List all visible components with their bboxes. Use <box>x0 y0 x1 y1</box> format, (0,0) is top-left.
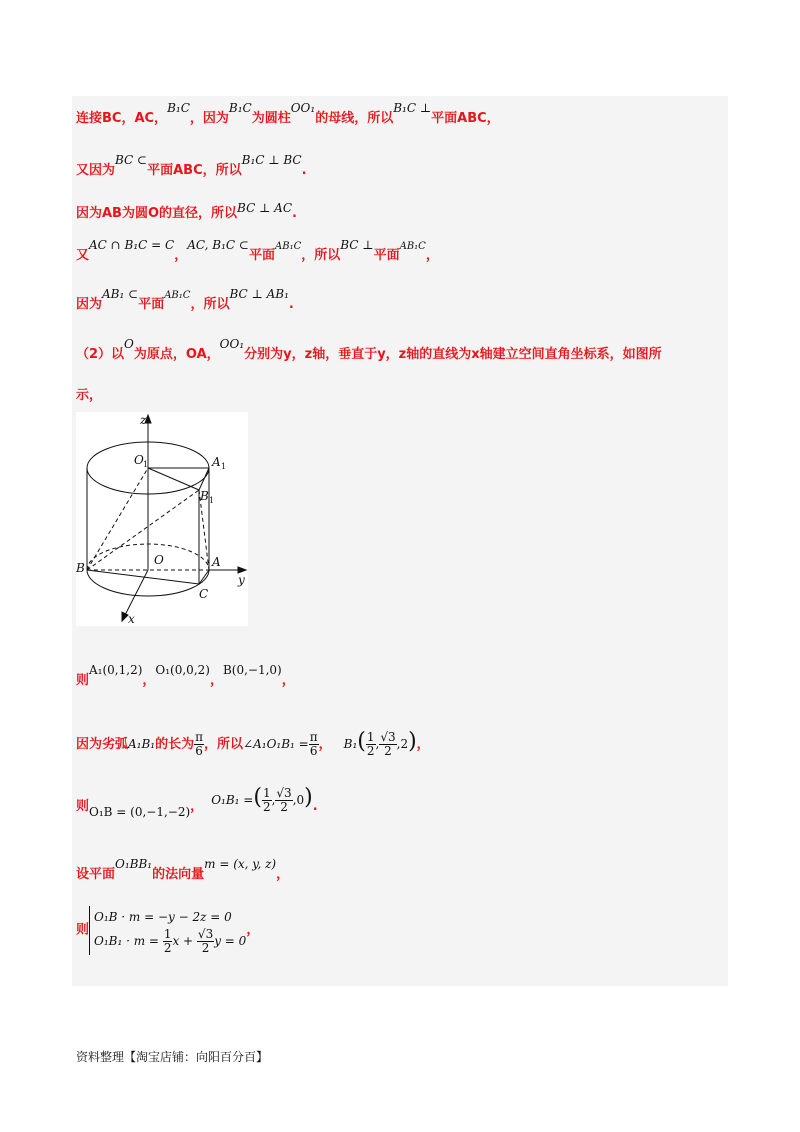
denominator: 2 <box>366 744 375 758</box>
text: 因为AB为圆O的直径，所以 <box>76 206 238 221</box>
a1b1-line <box>199 468 209 490</box>
line-11 <box>76 857 290 883</box>
text: ， <box>425 248 439 263</box>
line-10: 则O₁B = (0,−1,−2)， O₁B₁ =( $\frac{1}{2}$ , $\frac{√3}{2}$ ,0). <box>76 790 318 821</box>
denominator: 2 <box>163 941 172 955</box>
text: 平面 <box>138 297 165 312</box>
equation-row-2b: x + <box>172 934 194 948</box>
line-6 <box>76 337 662 363</box>
math: B₁C ⊥ <box>393 101 432 115</box>
math: O₁B = (0,−1,−2) <box>89 805 191 819</box>
math: O <box>124 337 134 351</box>
line-3 <box>76 201 297 222</box>
text: 示， <box>76 388 103 403</box>
text: ， <box>190 799 204 814</box>
numerator: √3 <box>197 927 214 941</box>
text: ， <box>246 922 260 938</box>
math: OO₁ <box>219 337 245 351</box>
label-y: y <box>238 573 245 587</box>
text: ， <box>318 737 332 752</box>
text: 平面 <box>248 248 275 263</box>
math: AC, B₁C ⊂ <box>187 238 249 252</box>
math: ,2 <box>396 737 409 751</box>
math: B(0,−1,0) <box>222 663 282 677</box>
math: m = (x, y, z) <box>204 857 277 871</box>
bc-line <box>87 570 199 584</box>
text: ， <box>209 673 223 688</box>
line-7 <box>76 388 102 404</box>
text: 为原点，OA， <box>133 347 220 362</box>
text: 又因为 <box>76 163 116 178</box>
label-o1: O <box>134 453 144 467</box>
text: 又 <box>76 248 90 263</box>
label-a1-sub: 1 <box>221 462 227 471</box>
equation-row-2c: y = 0 <box>214 934 247 948</box>
text: 则 <box>76 799 90 814</box>
math: B₁C <box>228 101 252 115</box>
label-b1: B <box>200 489 209 503</box>
numerator: 1 <box>163 927 172 941</box>
fraction-pi-6b <box>309 731 319 758</box>
denominator: 2 <box>384 744 392 758</box>
math: B₁C <box>167 101 190 115</box>
o1b1-line <box>148 468 199 490</box>
text: 平面 <box>373 248 400 263</box>
x-axis <box>124 570 148 617</box>
math: ∠A₁O₁B₁ = <box>243 737 309 751</box>
math: B₁ <box>343 737 358 751</box>
label-b1-sub: 1 <box>209 496 215 505</box>
denominator: 6 <box>309 744 318 758</box>
math: AC ∩ B₁C = C <box>89 238 175 252</box>
label-b: B <box>76 561 85 575</box>
math: OO₁ <box>290 101 316 115</box>
cylinder-figure <box>76 412 248 626</box>
math: O₁B₁ = <box>211 793 254 807</box>
text: 分别为y，z轴，垂直于y，z轴的直线为x轴建立空间直角坐标系，如图所 <box>244 347 662 362</box>
text: 平面ABC， <box>431 111 500 126</box>
numerator: π <box>195 730 204 744</box>
label-x: x <box>128 612 135 626</box>
math: A₁B₁ <box>128 737 156 751</box>
line-12 <box>76 906 259 955</box>
label-c: C <box>199 587 209 601</box>
equation-system <box>89 906 246 955</box>
text: . <box>292 206 297 221</box>
equation-row-2a: O₁B₁ · m = <box>94 934 159 948</box>
math: BC ⊥ <box>340 238 374 252</box>
fraction-sqrt3 <box>197 928 214 955</box>
math: O₁(0,0,2) <box>155 663 210 677</box>
text: 连接BC，AC， <box>76 111 168 126</box>
bo1-line <box>87 468 148 570</box>
line-4 <box>76 238 439 265</box>
text: 的长为 <box>155 737 195 752</box>
text: 设平面 <box>76 867 116 882</box>
text: 因为 <box>76 297 103 312</box>
text: 因为劣弧 <box>76 737 129 752</box>
text: ， <box>174 248 188 263</box>
math: BC ⊂ <box>115 153 148 167</box>
math: B₁C ⊥ BC <box>241 153 302 167</box>
numerator: √3 <box>276 786 292 800</box>
text: ，因为 <box>189 111 229 126</box>
numerator: √3 <box>380 730 396 744</box>
numerator: 1 <box>262 786 271 800</box>
denominator: 2 <box>280 800 288 814</box>
bb1-line <box>87 490 199 570</box>
cylinder-diagram <box>76 412 248 626</box>
text: 平面ABC，所以 <box>147 163 242 178</box>
ca-line <box>199 570 209 584</box>
denominator: 2 <box>262 800 271 814</box>
text: 则 <box>76 922 90 938</box>
line-1 <box>76 101 500 127</box>
math: ,0 <box>292 793 305 807</box>
math: AB₁C <box>275 241 302 252</box>
footer-source: 资料整理【淘宝店铺：向阳百分百】 <box>76 1050 269 1064</box>
numerator: 1 <box>366 730 375 744</box>
math: AB₁C <box>164 290 191 301</box>
math: BC ⊥ AC <box>237 201 293 215</box>
text: ， <box>416 737 430 752</box>
fraction-sqrt3 <box>379 731 396 758</box>
math: BC ⊥ AB₁ <box>229 287 289 301</box>
math: AB₁C <box>399 241 426 252</box>
math: O₁BB₁ <box>115 857 153 871</box>
fraction-sqrt3 <box>275 787 292 814</box>
label-a1: A <box>212 455 221 469</box>
text: 的母线，所以 <box>315 111 394 126</box>
line-8 <box>76 663 295 689</box>
fraction-pi-6 <box>194 731 204 758</box>
text: 为圆柱 <box>251 111 291 126</box>
text: ， <box>281 673 295 688</box>
label-z: z <box>140 413 147 427</box>
text: . <box>312 799 318 814</box>
numerator: π <box>309 730 318 744</box>
text: ， <box>142 673 156 688</box>
label-o: O <box>154 553 164 567</box>
fraction-half <box>262 787 272 814</box>
line-9: 因为劣弧A₁B₁的长为 $\frac{\pi}{6}$ ，所以∠A₁O₁B₁ = $\frac{\pi}{6}$ ， B₁( $\frac{1}{2}$ , $\frac{√3}{2}$ ,2)， <box>76 729 430 758</box>
text: 的法向量 <box>152 867 205 882</box>
equation-row-1: O₁B · m = −y − 2z = 0 <box>94 910 232 924</box>
denominator: 6 <box>195 744 203 758</box>
label-a: A <box>212 555 221 569</box>
line-5 <box>76 287 294 314</box>
text: ，所以 <box>204 737 244 752</box>
text: . <box>301 163 307 178</box>
label-o1-sub: 1 <box>143 460 149 469</box>
math: A₁(0,1,2) <box>89 663 143 677</box>
fraction-half <box>163 928 173 955</box>
text: （2）以 <box>76 347 125 362</box>
text: 则 <box>76 673 90 688</box>
text: ， <box>276 867 290 882</box>
line-2 <box>76 153 307 179</box>
fraction-half <box>366 731 376 758</box>
text: ，所以 <box>190 297 230 312</box>
math: AB₁ ⊂ <box>102 287 139 301</box>
text: ，所以 <box>301 248 341 263</box>
denominator: 2 <box>201 941 210 955</box>
text: . <box>288 297 294 312</box>
